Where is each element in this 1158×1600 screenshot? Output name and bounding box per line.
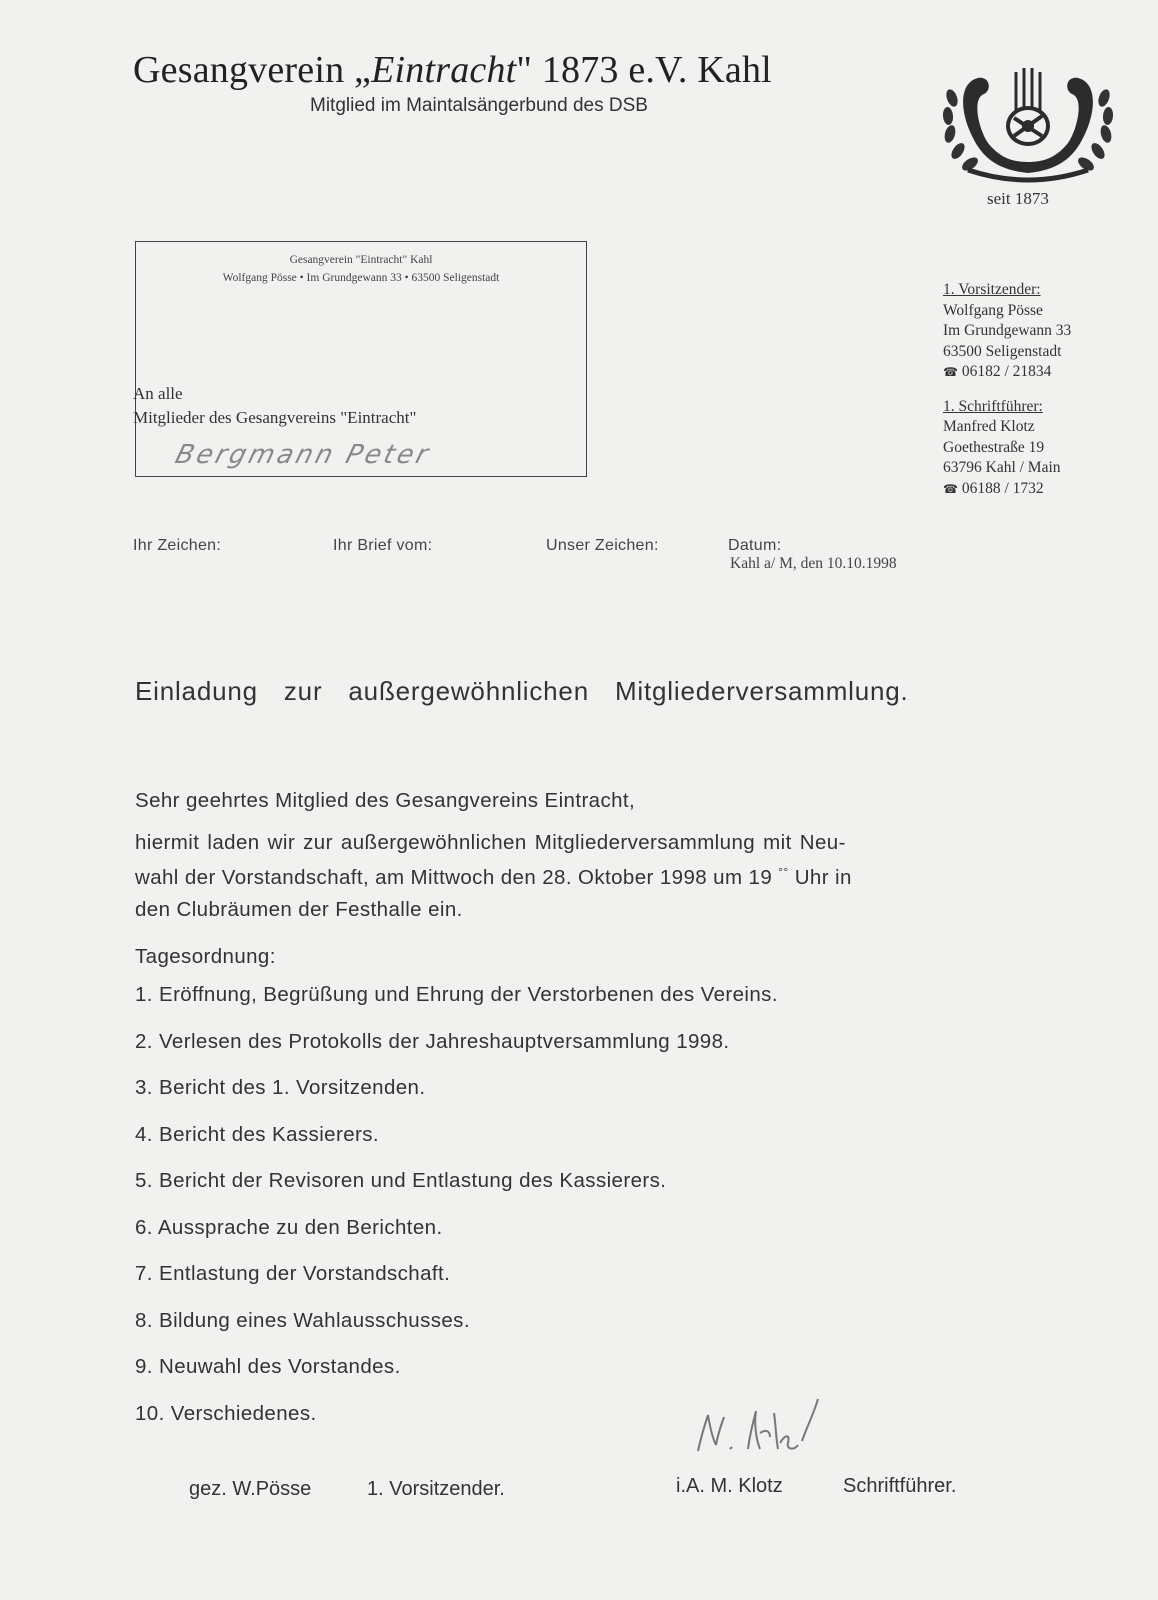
agenda-title: Tagesordnung: <box>135 945 276 968</box>
chair-street: Im Grundgewann 33 <box>943 322 1072 339</box>
agenda-item: 2. Verlesen des Protokolls der Jahreshauptversammlung 1998. <box>135 1029 730 1053</box>
address-window <box>135 241 587 477</box>
letter-heading: Einladung zur außergewöhnlichen Mitgliederversammlung. <box>135 676 909 706</box>
signature-right-role: Schriftführer. <box>843 1475 957 1497</box>
ref-ihr-brief: Ihr Brief vom: <box>333 537 433 554</box>
invite-line: hiermit laden wir zur außergewöhnlichen Mitgliederversammlung mit Neu- <box>135 831 846 854</box>
chair-contact <box>943 280 1143 383</box>
agenda-item: 3. Bericht des 1. Vorsitzenden. <box>135 1076 426 1099</box>
handwritten-signature-icon <box>690 1393 830 1463</box>
ref-ihr-zeichen: Ihr Zeichen: <box>133 537 222 554</box>
title-suffix: " 1873 e.V. Kahl <box>516 49 772 91</box>
signature-right-name: i.A. M. Klotz <box>676 1475 783 1497</box>
agenda-item: 4. Bericht des Kassierers. <box>135 1122 379 1146</box>
agenda-item: 1. Eröffnung, Begrüßung und Ehrung der Verstorbenen des Vereins. <box>135 983 778 1006</box>
invite-line-text: Uhr in <box>788 865 852 889</box>
invite-time-superscript: °° <box>778 865 789 879</box>
chair-city: 63500 Seligenstadt <box>943 342 1062 360</box>
secretary-heading: 1. Schriftführer: <box>943 397 1043 415</box>
chair-phone: 06182 / 21834 <box>961 363 1052 380</box>
secretary-street: Goethestraße 19 <box>943 438 1045 456</box>
secretary-contact <box>943 397 1143 500</box>
signature-left-name: gez. W.Pösse <box>189 1478 312 1500</box>
agenda-list <box>135 983 1095 1448</box>
ref-datum-value: Kahl a/ M, den 10.10.1998 <box>730 555 897 572</box>
secretary-name: Manfred Klotz <box>943 418 1035 435</box>
agenda-item: 5. Bericht der Revisoren und Entlastung des Kassierers. <box>135 1169 667 1192</box>
agenda-item: 6. Aussprache zu den Berichten. <box>135 1215 443 1239</box>
agenda-item: 7. Entlastung der Vorstandschaft. <box>135 1262 451 1285</box>
secretary-city: 63796 Kahl / Main <box>943 459 1061 476</box>
letterhead-subtitle: Mitglied im Maintalsängerbund des DSB <box>310 95 648 116</box>
title-italic: Eintracht <box>371 49 517 91</box>
chair-heading: 1. Vorsitzender: <box>943 281 1041 298</box>
chair-phone-line <box>943 362 1143 383</box>
logo-since-text: seit 1873 <box>987 189 1049 208</box>
secretary-phone: 06188 / 1732 <box>961 479 1044 497</box>
chair-name: Wolfgang Pösse <box>943 301 1043 319</box>
phone-icon: ☎ <box>943 365 958 379</box>
contact-block <box>943 280 1143 513</box>
letterhead-title <box>133 48 772 92</box>
recipient-line: Mitglieder des Gesangvereins "Eintracht" <box>133 408 417 427</box>
agenda-item: 10. Verschiedenes. <box>135 1401 317 1425</box>
signature-left-role: 1. Vorsitzender. <box>367 1478 505 1500</box>
salutation: Sehr geehrtes Mitglied des Gesangvereins Eintracht, <box>135 789 636 812</box>
agenda-item: 9. Neuwahl des Vorstandes. <box>135 1355 401 1378</box>
invite-line-text: wahl der Vorstandschaft, am Mittwoch den 28. Oktober 1998 um 19 <box>135 865 779 889</box>
handwritten-note: Bergmann Peter <box>171 440 435 470</box>
invite-line: den Clubräumen der Festhalle ein. <box>135 898 463 921</box>
recipient-line: An alle <box>133 384 183 403</box>
sender-line: Gesangverein "Eintracht" Kahl <box>289 254 433 266</box>
phone-icon: ☎ <box>943 481 958 496</box>
sender-address-line: Wolfgang Pösse • Im Grundgewann 33 • 63500 Seligenstadt <box>222 272 500 284</box>
agenda-item: 8. Bildung eines Wahlausschusses. <box>135 1308 470 1332</box>
ref-datum-label: Datum: <box>728 537 782 554</box>
ref-unser-zeichen: Unser Zeichen: <box>546 537 659 554</box>
secretary-phone-line <box>943 479 1143 500</box>
lyre-logo-icon <box>938 58 1118 190</box>
invite-line <box>135 865 852 890</box>
title-prefix: Gesangverein „ <box>133 49 372 91</box>
